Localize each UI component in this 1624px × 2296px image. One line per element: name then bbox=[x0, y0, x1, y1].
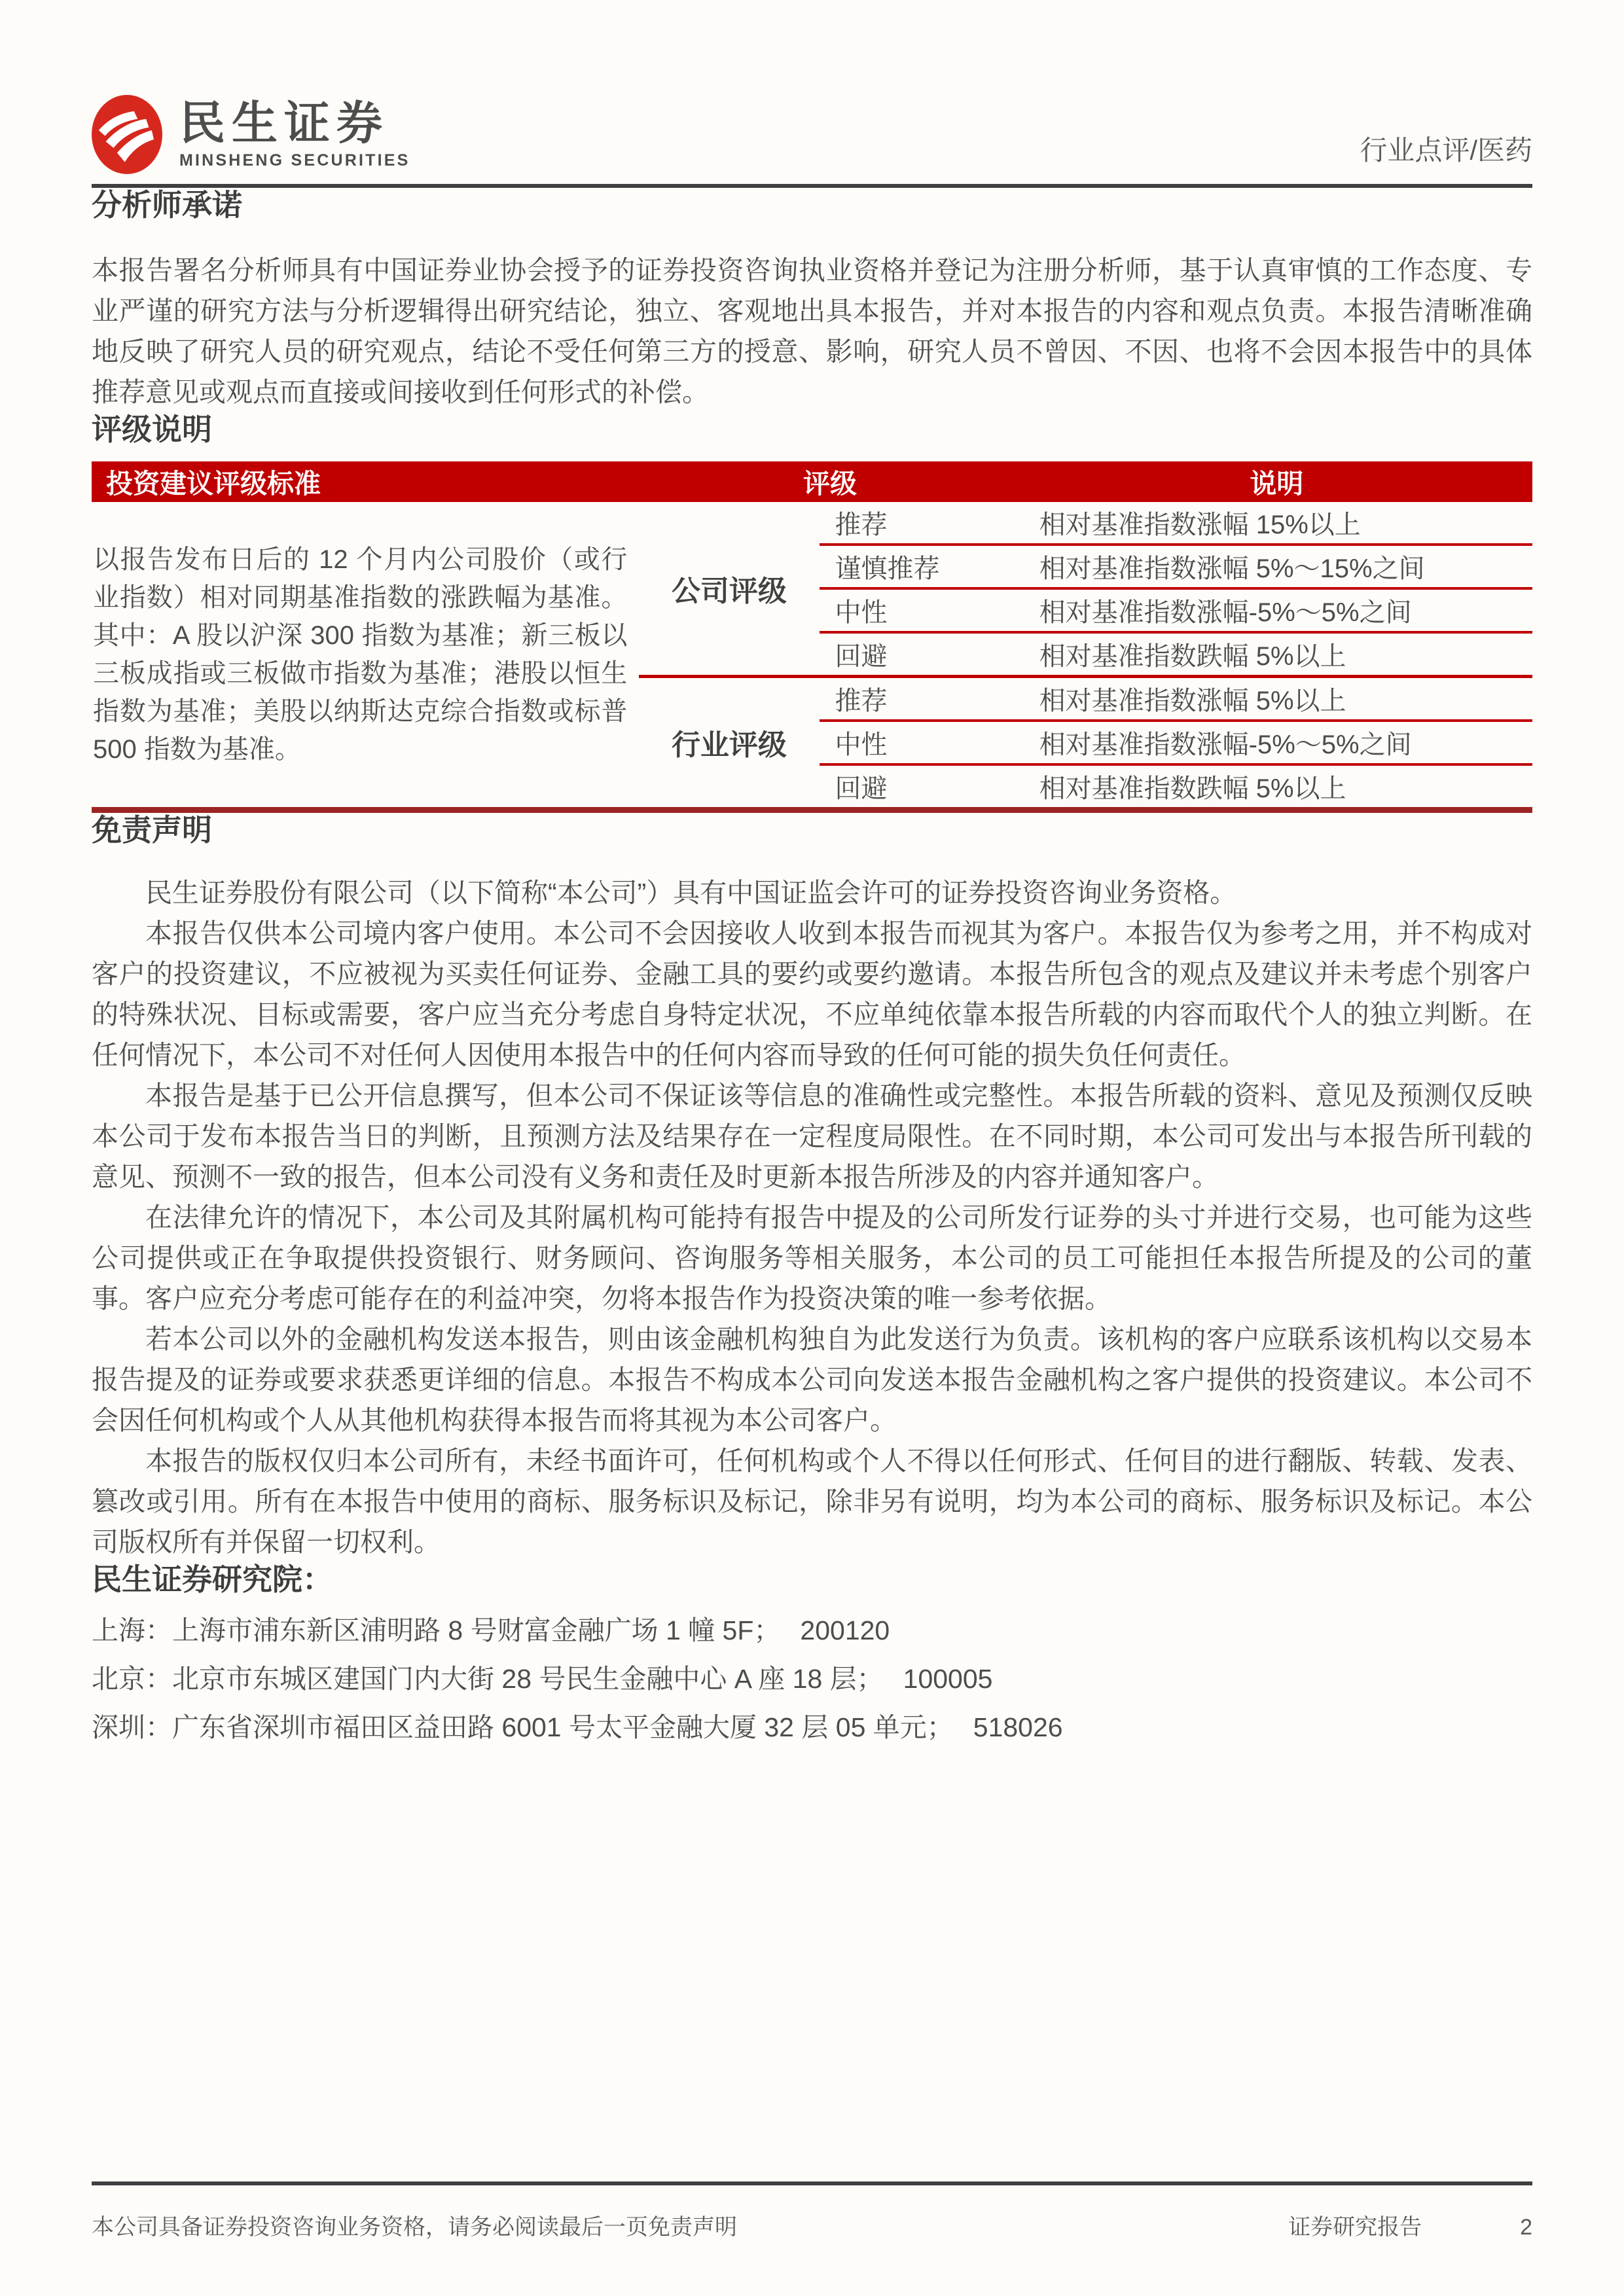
industry-rating-label: 行业评级 bbox=[671, 729, 787, 762]
rating-value: 回避 bbox=[835, 774, 888, 803]
col-header-standard: 投资建议评级标准 bbox=[92, 461, 639, 502]
rating-value: 回避 bbox=[820, 632, 1021, 677]
office-address bbox=[92, 1713, 1532, 1741]
brand-name-cn: 民生证券 bbox=[179, 97, 389, 149]
analyst-commitment-body: 本报告署名分析师具有中国证券业协会授予的证券投资咨询执业资格并登记为注册分析师，基于认真审慎的工作态度、专业严谨的研究方法与分析逻辑得出研究结论，独立、客观地出具本报告，并对本报告的内容和观点负责。本报告清晰准确地反映了研究人员的研究观点，结论不受任何第三方的授意、影响，研究人员不曾因、不因、也将不会因本报告中的具体推荐意见或观点而直接或间接收到任何形式的补偿。 bbox=[92, 255, 1532, 407]
office-address-text: 北京：北京市东城区建国门内大街 28 号民生金融中心 A 座 18 层； bbox=[92, 1663, 884, 1694]
disclaimer-body bbox=[92, 872, 1532, 1562]
rating-value: 谨慎推荐 bbox=[820, 545, 1021, 588]
office-address-text: 上海：上海市浦东新区浦明路 8 号财富金融广场 1 幢 5F； bbox=[92, 1615, 781, 1645]
report-category: 行业点评/医药 bbox=[1360, 135, 1532, 166]
rating-desc: 相对基准指数涨幅-5%～5%之间 bbox=[1021, 721, 1532, 764]
rating-desc: 相对基准指数涨幅 15%以上 bbox=[1021, 502, 1532, 545]
col-header-desc: 说明 bbox=[1021, 461, 1532, 502]
disclaimer-paragraph: 民生证券股份有限公司（以下简称“本公司”）具有中国证监会许可的证券投资咨询业务资格。 bbox=[145, 877, 1237, 908]
page-header bbox=[92, 95, 1532, 175]
disclaimer-paragraph: 若本公司以外的金融机构发送本报告，则由该金融机构独自为此发送行为负责。该机构的客户应联系该机构以交易本报告提及的证券或要求获悉更详细的信息。本报告不构成本公司向发送本报告金融机构之客户提供的投资建议。本公司不会因任何机构或个人从其他机构获得本报告而将其视为本公司客户。 bbox=[92, 1323, 1532, 1435]
footer-report-type: 证券研究报告 bbox=[1288, 2215, 1422, 2240]
rating-desc: 相对基准指数涨幅-5%～5%之间 bbox=[1021, 588, 1532, 632]
rating-table bbox=[92, 461, 1532, 813]
rating-value: 中性 bbox=[820, 721, 1021, 764]
rating-value: 推荐 bbox=[820, 502, 1021, 545]
brand-text bbox=[179, 99, 410, 171]
office-zip: 100005 bbox=[903, 1663, 993, 1694]
page-number: 2 bbox=[1520, 2215, 1532, 2240]
office-address-text: 深圳：广东省深圳市福田区益田路 6001 号太平金融大厦 32 层 05 单元； bbox=[92, 1712, 954, 1742]
analyst-commitment-title: 分析师承诺 bbox=[92, 188, 242, 222]
page-footer bbox=[92, 2181, 1532, 2241]
disclaimer-title: 免责声明 bbox=[92, 812, 212, 847]
office-address bbox=[92, 1665, 1532, 1693]
rating-desc: 相对基准指数跌幅 5%以上 bbox=[1039, 774, 1346, 803]
disclaimer-paragraph: 本报告仅供本公司境内客户使用。本公司不会因接收人收到本报告而视其为客户。本报告仅为参考之用，并不构成对客户的投资建议，不应被视为买卖任何证券、金融工具的要约或要约邀请。本报告所包含的观点及建议并未考虑个别客户的特殊状况、目标或需要，客户应当充分考虑自身特定状况，不应单纯依靠本报告所载的内容而取代个人的独立判断。在任何情况下，本公司不对任何人因使用本报告中的任何内容而导致的任何可能的损失负任何责任。 bbox=[92, 918, 1532, 1070]
rating-desc: 相对基准指数涨幅 5%以上 bbox=[1021, 676, 1532, 721]
rating-value: 中性 bbox=[820, 588, 1021, 632]
col-header-rating: 评级 bbox=[639, 461, 1020, 502]
company-rating-label: 公司评级 bbox=[639, 502, 819, 677]
office-address bbox=[92, 1617, 1532, 1644]
minsheng-logo-icon bbox=[92, 95, 162, 175]
disclaimer-paragraph: 在法律允许的情况下，本公司及其附属机构可能持有报告中提及的公司所发行证券的头寸并进行交易，也可能为这些公司提供或正在争取提供投资银行、财务顾问、咨询服务等相关服务，本公司的员工可能担任本报告所提及的公司的董事。客户应充分考虑可能存在的利益冲突，勿将本报告作为投资决策的唯一参考依据。 bbox=[92, 1202, 1532, 1314]
brand-name-en: MINSHENG SECURITIES bbox=[179, 151, 410, 170]
rating-table-header-row bbox=[92, 461, 1532, 502]
rating-standard-text: 以报告发布日后的 12 个月内公司股价（或行业指数）相对同期基准指数的涨跌幅为基准。其中：A 股以沪深 300 指数为基准；新三板以三板成指或三板做市指数为基准；港股以恒生指数为基准；美股以纳斯达克综合指数或标普 500 指数为基准。 bbox=[93, 545, 628, 764]
office-zip: 518026 bbox=[973, 1712, 1063, 1742]
disclaimer-paragraph: 本报告的版权仅归本公司所有，未经书面许可，任何机构或个人不得以任何形式、任何目的进行翻版、转载、发表、篡改或引用。所有在本报告中使用的商标、服务标识及标记，除非另有说明，均为本公司的商标、服务标识及标记。本公司版权所有并保留一切权利。 bbox=[92, 1445, 1532, 1557]
institute-offices bbox=[92, 1617, 1532, 1741]
rating-desc: 相对基准指数跌幅 5%以上 bbox=[1021, 632, 1532, 677]
office-zip: 200120 bbox=[800, 1615, 890, 1645]
rating-desc: 相对基准指数涨幅 5%～15%之间 bbox=[1021, 545, 1532, 588]
table-row bbox=[92, 502, 1532, 545]
footer-divider bbox=[92, 2181, 1532, 2185]
rating-section-title: 评级说明 bbox=[92, 412, 212, 446]
footer-qualification-note: 本公司具备证券投资咨询业务资格，请务必阅读最后一页免责声明 bbox=[92, 2215, 737, 2240]
rating-value: 推荐 bbox=[820, 676, 1021, 721]
company-logo bbox=[92, 95, 410, 175]
institute-title: 民生证券研究院： bbox=[92, 1562, 333, 1596]
disclaimer-paragraph: 本报告是基于已公开信息撰写，但本公司不保证该等信息的准确性或完整性。本报告所载的资料、意见及预测仅反映本公司于发布本报告当日的判断，且预测方法及结果存在一定程度局限性。在不同时期，本公司可发出与本报告所刊载的意见、预测不一致的报告，但本公司没有义务和责任及时更新本报告所涉及的内容并通知客户。 bbox=[92, 1080, 1532, 1192]
